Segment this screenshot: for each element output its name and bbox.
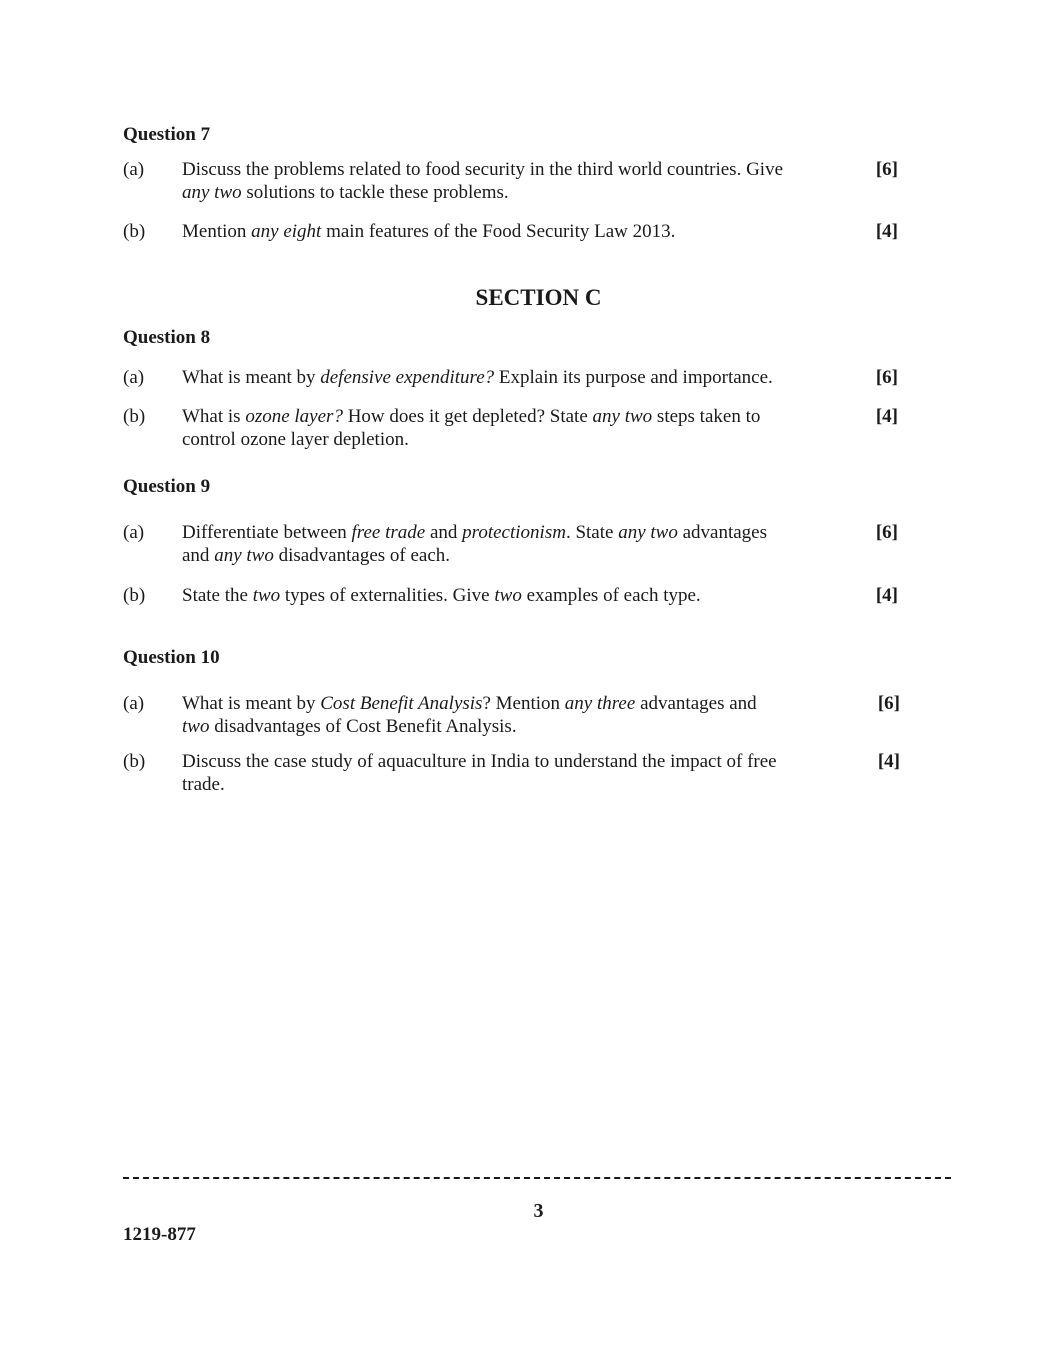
text-line bbox=[182, 220, 839, 243]
emphasis: any eight bbox=[251, 221, 322, 242]
question-8-heading: Question 8 bbox=[123, 327, 211, 348]
part-text bbox=[182, 750, 839, 796]
part-text bbox=[182, 405, 839, 451]
text-run: What is meant by bbox=[182, 693, 321, 714]
text-run: examples of each type. bbox=[521, 585, 701, 606]
section-title: SECTION C bbox=[475, 285, 602, 310]
emphasis: any two bbox=[214, 545, 274, 566]
text-line bbox=[182, 544, 839, 567]
part-label: (a) bbox=[123, 522, 145, 543]
text-line bbox=[182, 692, 839, 715]
text-run: and bbox=[425, 522, 463, 543]
paper-code: 1219-877 bbox=[123, 1224, 196, 1245]
text-line bbox=[182, 773, 839, 796]
text-run: advantages bbox=[677, 522, 767, 543]
text-line bbox=[182, 750, 839, 773]
question-10-heading: Question 10 bbox=[123, 647, 220, 668]
text-run: main features of the Food Security Law 2013. bbox=[321, 221, 676, 242]
text-line bbox=[182, 715, 839, 738]
emphasis: protectionism bbox=[462, 522, 566, 543]
marks: [6] bbox=[875, 367, 898, 388]
emphasis: defensive expenditure? bbox=[320, 367, 495, 388]
emphasis: two bbox=[494, 585, 522, 606]
text-run: and bbox=[182, 545, 215, 566]
text-run: What is meant by bbox=[182, 367, 321, 388]
text-line bbox=[182, 158, 839, 181]
part-text bbox=[182, 584, 839, 607]
text-run: ? Mention bbox=[482, 693, 565, 714]
text-line bbox=[182, 366, 839, 389]
part-text bbox=[182, 158, 839, 204]
page-number: 3 bbox=[533, 1200, 544, 1222]
marks: [4] bbox=[875, 221, 898, 242]
emphasis: two bbox=[182, 716, 210, 737]
question-9-heading: Question 9 bbox=[123, 476, 211, 497]
part-text bbox=[182, 220, 839, 243]
part-label: (b) bbox=[123, 406, 146, 427]
text-run: trade. bbox=[182, 774, 225, 795]
marks: [4] bbox=[875, 585, 898, 606]
text-run: What is bbox=[182, 406, 246, 427]
part-label: (a) bbox=[123, 159, 145, 180]
text-run: . State bbox=[565, 522, 619, 543]
emphasis: any two bbox=[182, 182, 242, 203]
marks: [4] bbox=[877, 751, 900, 772]
text-run: control ozone layer depletion. bbox=[182, 429, 409, 450]
text-run: Discuss the problems related to food security in the third world countries. Give bbox=[182, 159, 784, 180]
text-run: Explain its purpose and importance. bbox=[494, 367, 773, 388]
marks: [6] bbox=[877, 693, 900, 714]
part-label: (b) bbox=[123, 751, 146, 772]
text-run: Mention bbox=[182, 221, 252, 242]
part-text bbox=[182, 521, 839, 567]
emphasis: Cost Benefit Analysis bbox=[320, 693, 483, 714]
emphasis: any two bbox=[592, 406, 653, 427]
question-7-heading: Question 7 bbox=[123, 124, 211, 145]
text-run: advantages and bbox=[635, 693, 757, 714]
part-label: (b) bbox=[123, 221, 146, 242]
text-run: State the bbox=[182, 585, 253, 606]
text-run: types of externalities. Give bbox=[280, 585, 495, 606]
marks: [6] bbox=[875, 159, 898, 180]
marks: [4] bbox=[875, 406, 898, 427]
text-line bbox=[182, 181, 839, 204]
footer-divider bbox=[123, 1177, 951, 1179]
text-run: disadvantages of each. bbox=[273, 545, 451, 566]
part-text bbox=[182, 366, 839, 389]
emphasis: ozone layer? bbox=[245, 406, 343, 427]
text-run: Discuss the case study of aquaculture in India to understand the impact of free bbox=[182, 751, 777, 772]
text-run: steps taken to bbox=[652, 406, 761, 427]
text-run: How does it get depleted? State bbox=[342, 406, 593, 427]
part-label: (b) bbox=[123, 585, 146, 606]
text-line bbox=[182, 521, 839, 544]
part-text bbox=[182, 692, 839, 738]
emphasis: any two bbox=[618, 522, 678, 543]
text-run: solutions to tackle these problems. bbox=[241, 182, 509, 203]
text-run: disadvantages of Cost Benefit Analysis. bbox=[209, 716, 517, 737]
emphasis: free trade bbox=[351, 522, 426, 543]
text-line bbox=[182, 584, 839, 607]
part-label: (a) bbox=[123, 367, 145, 388]
part-label: (a) bbox=[123, 693, 145, 714]
text-line bbox=[182, 405, 839, 428]
marks: [6] bbox=[875, 522, 898, 543]
text-run: Differentiate between bbox=[182, 522, 352, 543]
emphasis: two bbox=[252, 585, 281, 606]
emphasis: any three bbox=[564, 693, 636, 714]
text-line bbox=[182, 428, 839, 451]
